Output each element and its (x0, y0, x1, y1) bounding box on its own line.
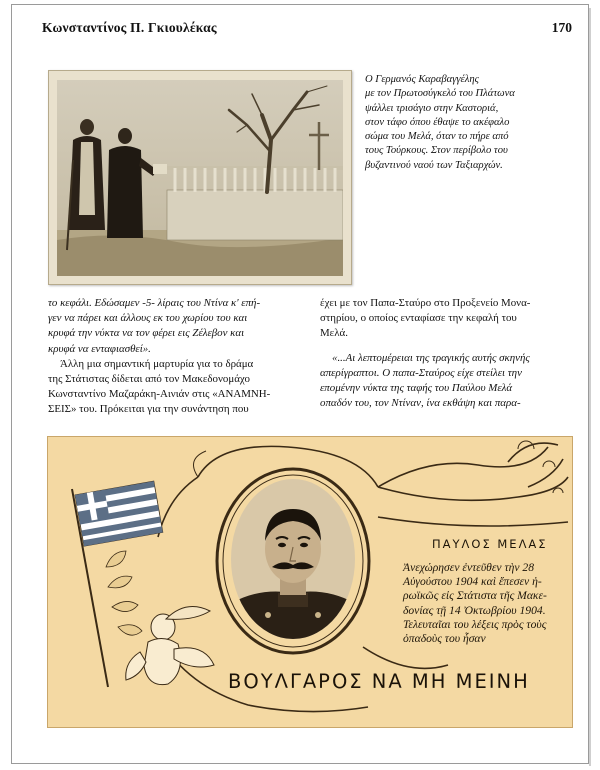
caption-line: τους Τούρκους. Στον περίβολο του (365, 145, 508, 157)
body-line: γεν να πάρει και άλλους εκ του χωρίου του και (48, 312, 248, 325)
inscription-line: ὀπαδοὺς του ἦσαν (403, 632, 486, 646)
body-line: απερίγραπτοι. Ο παπα-Σταύρος είχε στείλει την (320, 366, 522, 379)
postcard-slogan: ΒΟΥΛΓΑΡΟΣ ΝΑ ΜΗ ΜΕΙΝΗ (228, 670, 530, 693)
caption-line: σώμα του Μελά, όταν το πήρε από (365, 131, 509, 143)
inscription-line: Τελευταῖαι του λέξεις πρὸς τοὺς (403, 617, 547, 631)
body-line: ΣΕΙΣ» του. Πρόκειται για την συνάντηση που (48, 403, 249, 416)
body-line: Κωνσταντίνο Μαζαράκη-Αινιάν στις «ΑΝΑΜΝΗ- (48, 388, 271, 401)
body-line: κρυφά την νύκτα να τον φέρει εις Ζέλεβον και (48, 327, 245, 340)
memorial-postcard (47, 436, 573, 728)
body-line: επομένην νύκτα της ταφής του Παύλου Μελά (320, 382, 513, 395)
body-line: της Στάτιστας δίδεται από τον Μακεδονομάχο (48, 373, 250, 386)
photograph-image (57, 80, 343, 276)
body-line: Μελά. (320, 327, 348, 340)
page-number: 170 (551, 20, 572, 35)
body-line: Άλλη μια σημαντική μαρτυρία για το δράμα (60, 357, 254, 370)
header-author: Κωνσταντίνος Π. Γκιουλέκας (42, 20, 217, 35)
inscription-line: Ἀνεχώρησεν ἐντεῦθεν τὴν 28 (403, 561, 534, 574)
text-column-right (320, 296, 576, 411)
caption-line: στον τάφο όπου έθαψε το ακέφαλο (365, 116, 510, 128)
portrait-pavlos-melas (228, 475, 358, 643)
caption-line: με τον Πρωτοσύγκελό του Πλάτωνα (365, 88, 515, 100)
inscription-line: ρωϊκῶς εἰς Στάτιστα τῆς Μακε- (403, 589, 547, 603)
postcard-inscription (403, 561, 573, 646)
body-line: κρυφά να ενταφιασθεί». (48, 342, 151, 355)
paragraph-gap (320, 342, 576, 351)
postcard-name: ΠΑΥΛΟΣ ΜΕΛΑΣ (432, 537, 548, 551)
photo-caption (365, 73, 575, 173)
caption-line: βυζαντινού ναού των Ταξιαρχών. (365, 159, 503, 171)
body-line: οπαδόν του, τον Ντίναν, ίνα εκθάψη και παρα- (320, 397, 521, 410)
body-line: το κεφάλι. Εδώσαμεν -5- λίραις του Ντίνα κ' επή- (48, 297, 261, 309)
text-column-left (48, 296, 304, 418)
running-header (42, 20, 572, 38)
inscription-line: Αὐγούστου 1904 καὶ ἔπεσεν ἡ- (403, 575, 542, 589)
inscription-line: δονίας τῇ 14 Ὀκτωβρίου 1904. (403, 603, 546, 617)
body-line: έχει με τον Παπα-Σταύρο στο Προξενείο Μονα- (320, 297, 531, 309)
caption-line: ψάλλει τρισάγιο στην Καστοριά, (365, 102, 499, 114)
historic-photograph (48, 70, 352, 285)
body-line: στηρίου, ο οποίος ενταφίασε την κεφαλή του (320, 312, 517, 325)
body-line: «...Αι λεπτομέρειαι της τραγικής αυτής σκηνής (332, 351, 530, 364)
caption-line: Ο Γερμανός Καραβαγγέλης (365, 74, 479, 85)
